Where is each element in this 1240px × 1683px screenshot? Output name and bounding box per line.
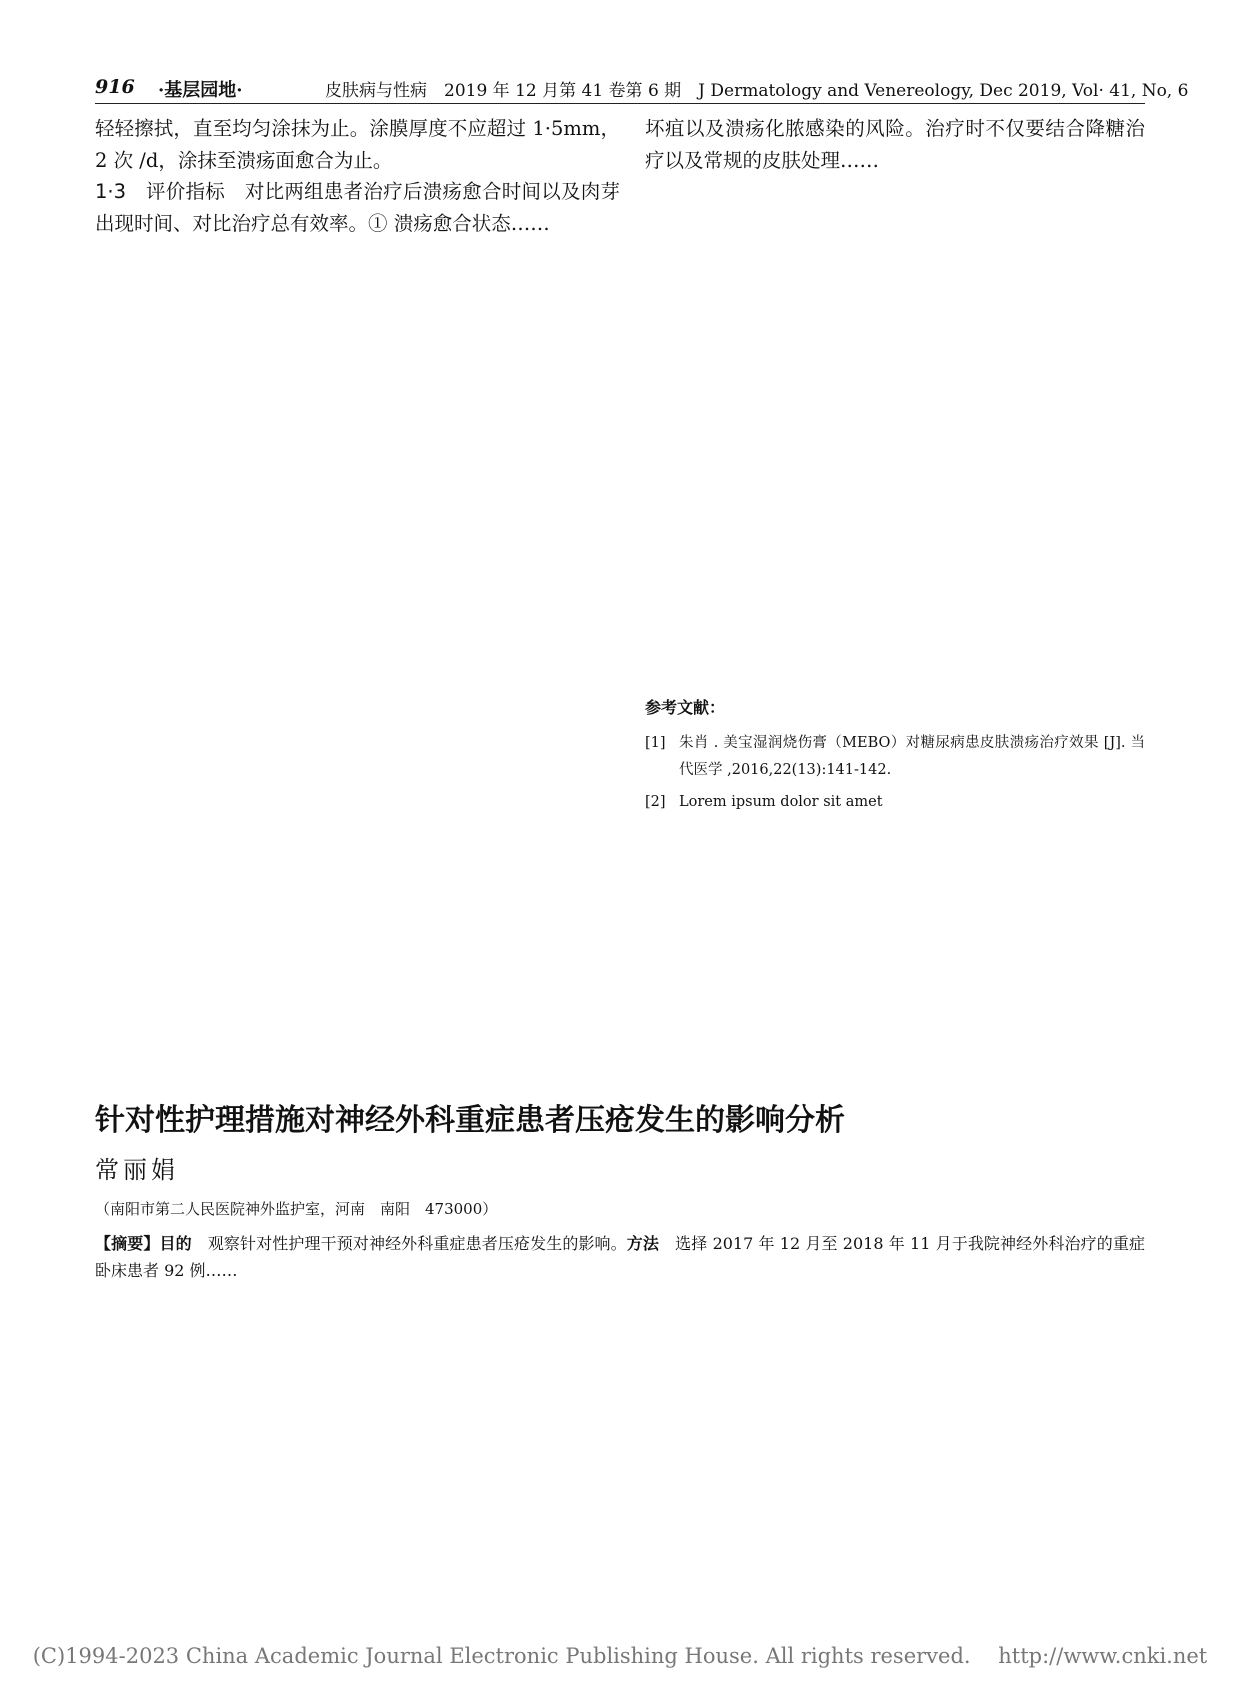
right-column xyxy=(645,113,1145,176)
abstract xyxy=(95,1230,1145,1284)
article-title: 针对性护理措施对神经外科重症患者压疮发生的影响分析 xyxy=(95,1103,845,1138)
paragraph-text: 对比两组患者治疗后溃疡愈合时间以及肉芽出现时间、对比治疗总有效率。① 溃疡愈合状态…… xyxy=(95,180,620,235)
page-number: 916 xyxy=(95,76,135,98)
reference-item xyxy=(645,789,1145,816)
abstract-text xyxy=(95,1230,1145,1284)
article-affiliation: （南阳市第二人民医院神外监护室，河南 南阳 473000） xyxy=(95,1200,498,1218)
reference-text: Lorem ipsum dolor sit amet xyxy=(679,794,883,810)
abstract-aim: 观察针对性护理干预对神经外科重症患者压疮发生的影响。 xyxy=(191,1234,627,1253)
abstract-method-label: 方法 xyxy=(626,1234,660,1253)
journal-header: 皮肤病与性病 2019 年 12 月第 41 卷第 6 期 J Dermatology and Venereology, Dec 2019, Vol· 41, No, 6 xyxy=(325,81,1189,101)
paragraph xyxy=(95,176,620,239)
reference-item xyxy=(645,730,1145,783)
abstract-method: 选择 2017 年 12 月至 2018 年 11 月于我院神经外科治疗的重症卧床患者 92 例…… xyxy=(95,1234,1145,1280)
paragraph: 坏疽以及溃疡化脓感染的风险。治疗时不仅要结合降糖治疗以及常规的皮肤处理…… xyxy=(645,117,1145,172)
left-column xyxy=(95,113,620,239)
reference-text: 朱肖 . 美宝湿润烧伤膏（MEBO）对糖尿病患皮肤溃疡治疗效果 [J]. 当代医学 ,2016,22(13):141-142. xyxy=(679,735,1145,778)
section-label: ·基层园地· xyxy=(158,80,243,101)
abstract-label: 【摘要】 xyxy=(95,1234,160,1253)
copyright-notice: (C)1994-2023 China Academic Journal Electronic Publishing House. All rights reserved. http://www.cnki.net xyxy=(32,1644,1208,1668)
reference-number: [1] xyxy=(645,735,666,751)
paragraph: 轻轻擦拭，直至均匀涂抹为止。涂膜厚度不应超过 1·5mm，2 次 /d，涂抹至溃疡面愈合为止。 xyxy=(95,117,620,172)
subsection-heading: 1·3 评价指标 xyxy=(95,180,226,204)
reference-list xyxy=(645,730,1145,822)
reference-number: [2] xyxy=(645,794,666,810)
abstract-aim-label: 目的 xyxy=(159,1234,192,1253)
references-heading: 参考文献： xyxy=(645,698,726,717)
header-rule xyxy=(95,103,1145,104)
article-author: 常丽娟 xyxy=(95,1156,179,1184)
